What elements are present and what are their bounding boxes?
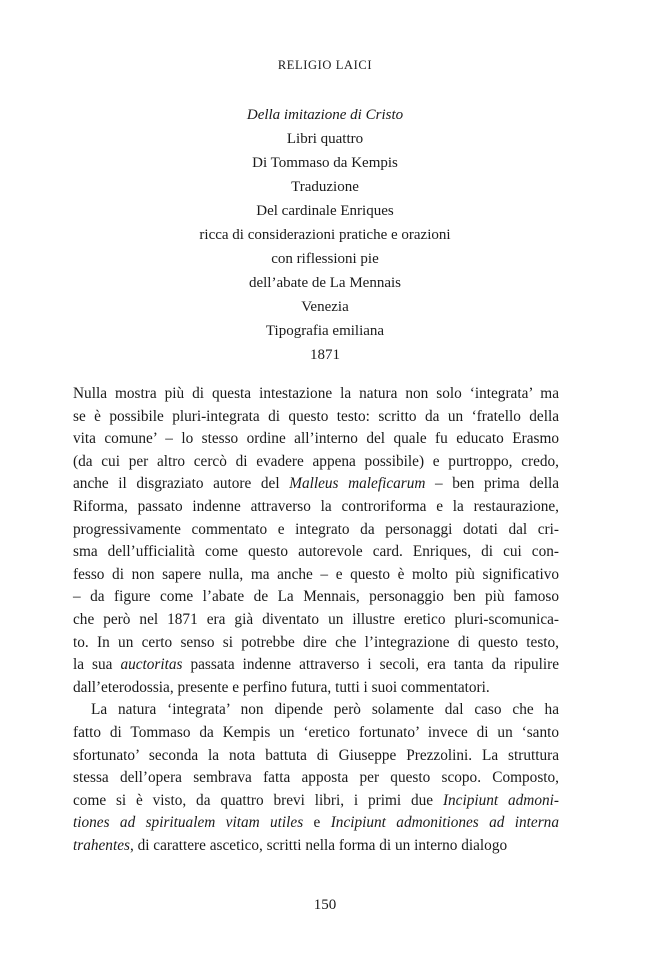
text-line: La natura ‘integrata’ non dipende però solamente dal caso che ha bbox=[91, 701, 559, 719]
title-line-city: Venezia bbox=[301, 299, 349, 315]
body-text bbox=[73, 383, 559, 857]
text-line: dall’eterodossia, presente e perfino futura, tutti i suoi commentatori. bbox=[73, 678, 490, 696]
text-line bbox=[73, 790, 559, 813]
paragraph bbox=[73, 699, 559, 857]
text-line: sma dell’ufficialità come questo autorevole card. Enriques, di cui con- bbox=[73, 543, 559, 561]
running-head: RELIGIO LAICI bbox=[277, 58, 373, 72]
title-block bbox=[0, 103, 650, 367]
italic-title: trahentes bbox=[73, 836, 130, 854]
text-line: fatto di Tommaso da Kempis un ‘eretico fortunato’ invece di un ‘santo bbox=[73, 723, 559, 741]
text-line: stessa dell’opera sembrava fatta apposta per questo scopo. Composto, bbox=[73, 769, 559, 787]
title-line-books: Libri quattro bbox=[286, 131, 364, 147]
title-line-year: 1871 bbox=[310, 347, 340, 363]
text-line bbox=[73, 835, 559, 858]
title-line-work-title: Della imitazione di Cristo bbox=[246, 107, 404, 123]
text-run: , di carattere ascetico, scritti nella forma di un interno dialogo bbox=[129, 836, 508, 854]
text-line: se è possibile pluri-integrata di questo testo: scritto da un ‘fratello della bbox=[73, 407, 559, 425]
text-line: to. In un certo senso si potrebbe dire che l’integrazione di questo testo, bbox=[73, 633, 559, 651]
text-line: progressivamente commentato e integrato da personaggi dotati dal cri- bbox=[73, 520, 559, 538]
title-line-abbot: dell’abate de La Mennais bbox=[248, 275, 401, 291]
text-run: e bbox=[303, 814, 331, 832]
title-line-considerations: ricca di considerazioni pratiche e orazioni bbox=[199, 227, 451, 243]
text-run: anche il disgraziato autore del bbox=[73, 475, 290, 493]
text-line: (da cui per altro cercò di evadere appena possibile) e purtroppo, credo, bbox=[73, 452, 559, 470]
title-line-author: Di Tommaso da Kempis bbox=[252, 155, 398, 171]
paragraph bbox=[73, 383, 559, 699]
italic-title: tiones ad spiritualem vitam utiles bbox=[73, 814, 304, 832]
text-line: Nulla mostra più di questa intestazione la natura non solo ‘integrata’ ma bbox=[73, 385, 559, 402]
text-run: la sua bbox=[73, 656, 121, 674]
text-run: come si è visto, da quattro brevi libri, i primi due bbox=[73, 791, 443, 809]
text-line: vita comune’ – lo stesso ordine all’interno del quale fu educato Erasmo bbox=[73, 430, 559, 448]
italic-term: auctoritas bbox=[120, 656, 183, 674]
title-line-publisher: Tipografia emiliana bbox=[265, 323, 385, 339]
text-line: fesso di non sapere nulla, ma anche – e questo è molto più significativo bbox=[73, 565, 559, 583]
title-line-reflections: con riflessioni pie bbox=[271, 251, 379, 267]
page-number: 150 bbox=[313, 897, 337, 913]
italic-title: Incipiunt admoni- bbox=[442, 791, 559, 809]
text-run: – ben prima della bbox=[425, 475, 559, 493]
text-line: sfortunato’ seconda la nota battuta di Giuseppe Prezzolini. La struttura bbox=[73, 746, 559, 764]
title-line-translator: Del cardinale Enriques bbox=[256, 203, 394, 219]
text-run: passata indenne attraverso i secoli, era tanta da ripulire bbox=[182, 656, 559, 674]
text-line bbox=[73, 812, 559, 835]
text-line: che però nel 1871 era già diventato un illustre eretico pluri-scomunica- bbox=[73, 610, 559, 628]
text-line bbox=[73, 473, 559, 496]
italic-title: Malleus maleficarum bbox=[289, 475, 426, 493]
italic-title: Incipiunt admonitiones ad interna bbox=[330, 814, 559, 832]
text-line: – da figure come l’abate de La Mennais, personaggio ben più famoso bbox=[73, 588, 559, 606]
title-line-translation: Traduzione bbox=[291, 179, 359, 195]
text-line: Riforma, passato indenne attraverso la controriforma e la restaurazione, bbox=[73, 497, 559, 515]
text-line bbox=[73, 654, 559, 677]
